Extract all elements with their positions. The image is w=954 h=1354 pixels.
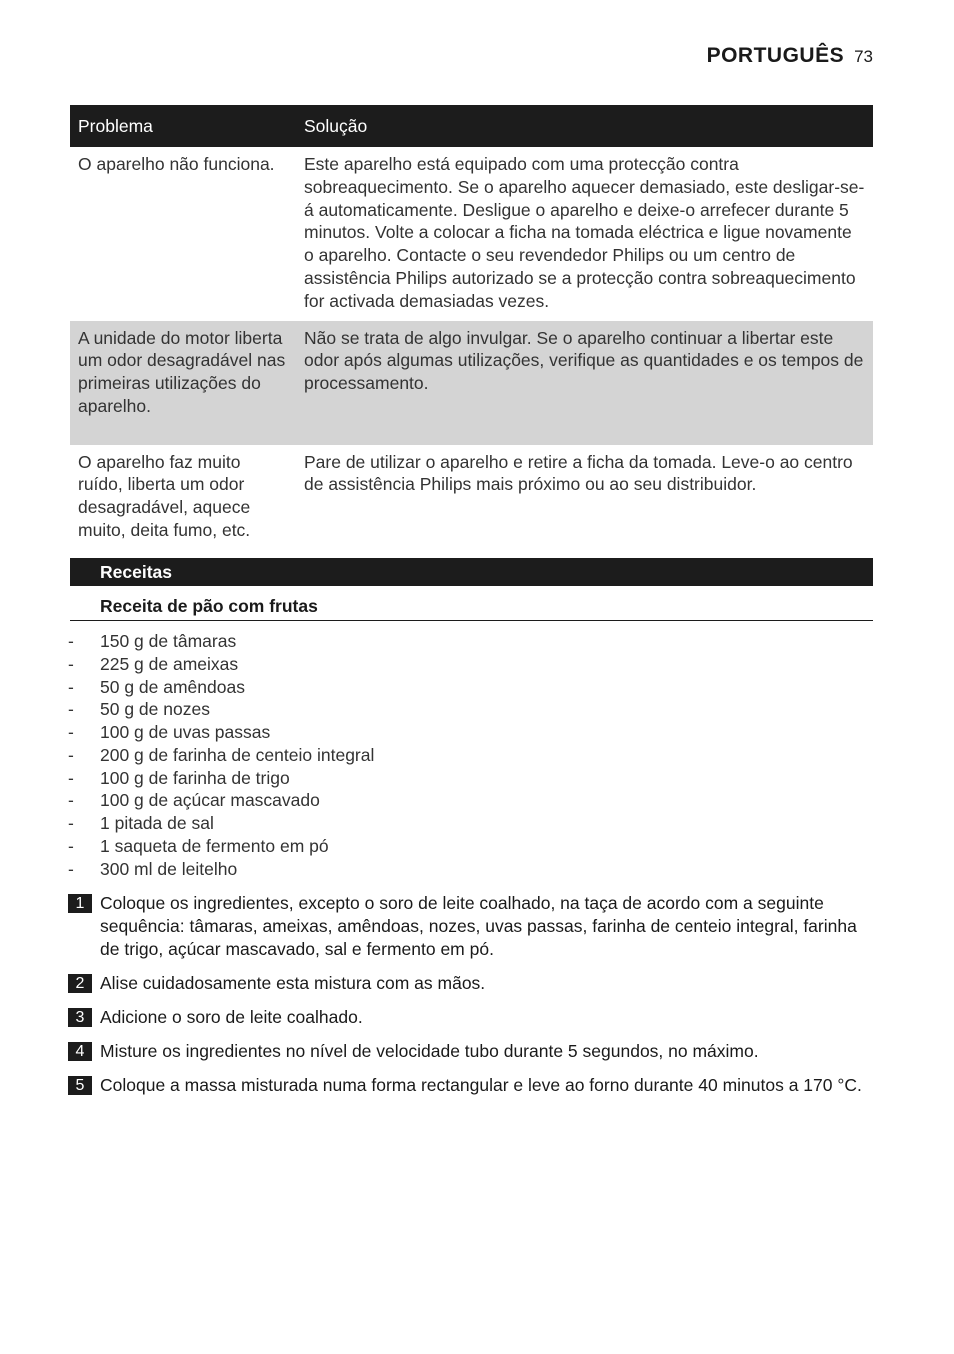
bullet-dash: - xyxy=(68,722,74,742)
step-list xyxy=(68,892,874,1108)
ingredient-text: 1 pitada de sal xyxy=(100,813,214,833)
list-item xyxy=(68,892,874,961)
step-number-badge: 4 xyxy=(68,1042,92,1061)
step-text: Coloque a massa misturada numa forma rectangular e leve ao forno durante 40 minutos a 170 °C. xyxy=(100,1075,862,1095)
problem-cell: O aparelho faz muito ruído, liberta um odor desagradável, aquece muito, deita fumo, etc. xyxy=(78,451,251,540)
list-item xyxy=(68,1074,874,1097)
problem-cell: O aparelho não funciona. xyxy=(78,154,275,174)
list-item xyxy=(0,744,374,767)
bullet-dash: - xyxy=(68,631,74,651)
bullet-dash: - xyxy=(68,767,74,788)
table-row xyxy=(70,445,873,550)
bullet-dash: - xyxy=(68,835,74,856)
list-item xyxy=(0,676,374,699)
ingredient-text: 300 ml de leitelho xyxy=(100,858,238,879)
troubleshooting-table xyxy=(70,105,873,550)
list-item xyxy=(0,653,374,676)
list-item xyxy=(0,698,374,721)
bullet-dash: - xyxy=(68,744,74,765)
step-text: Coloque os ingredientes, excepto o soro de leite coalhado, na taça de acordo com a seguinte sequência: tâmaras, ameixas, amêndoas, nozes, uvas passas, farinha de centeio integral, farinha de trigo, açúcar mascavado, sal e fermento em pó. xyxy=(100,893,857,959)
list-item xyxy=(0,767,374,790)
step-text: Misture os ingredientes no nível de velocidade tubo durante 5 segundos, no máximo. xyxy=(100,1041,759,1061)
ingredient-text: 100 g de farinha de trigo xyxy=(100,767,290,788)
solution-cell: Pare de utilizar o aparelho e retire a ficha da tomada. Leve-o ao centro de assistência Philips mais próximo ou ao seu distribuidor. xyxy=(304,451,853,495)
column-header-problem: Problema xyxy=(70,105,296,147)
page-header xyxy=(707,44,873,68)
ingredient-list xyxy=(0,630,374,880)
bullet-dash: - xyxy=(68,813,74,833)
list-item xyxy=(0,812,374,835)
step-text: Adicione o soro de leite coalhado. xyxy=(100,1007,363,1027)
page-number: 73 xyxy=(854,47,873,66)
list-item xyxy=(0,630,374,653)
list-item xyxy=(68,1040,874,1063)
step-number-badge: 3 xyxy=(68,1008,92,1027)
bullet-dash: - xyxy=(68,653,74,674)
section-heading-bar xyxy=(70,558,873,586)
table-row xyxy=(70,147,873,321)
ingredient-text: 100 g de açúcar mascavado xyxy=(100,790,320,811)
recipe-heading xyxy=(70,594,873,621)
list-item xyxy=(68,1006,874,1029)
ingredient-text: 200 g de farinha de centeio integral xyxy=(100,744,375,765)
table-header-row xyxy=(70,105,873,147)
column-header-solution: Solução xyxy=(296,105,873,147)
ingredient-text: 50 g de nozes xyxy=(100,699,210,720)
list-item xyxy=(0,858,374,881)
solution-cell: Não se trata de algo invulgar. Se o aparelho continuar a libertar este odor após algumas utilizações, verifique as quantidades e os tempos de processamento. xyxy=(296,321,873,445)
bullet-dash: - xyxy=(68,699,74,720)
list-item xyxy=(0,721,374,744)
bullet-dash: - xyxy=(68,790,74,811)
section-title: Receitas xyxy=(100,562,172,582)
language-label: PORTUGUÊS xyxy=(706,44,845,67)
solution-cell: Este aparelho está equipado com uma protecção contra sobreaquecimento. Se o aparelho aquecer demasiado, este desligar-se-á automaticamente. Desligue o aparelho e deixe-o arrefecer durante 5 minutos. Volte a colocar a ficha na tomada eléctrica e ligue novamente o aparelho. Contacte o seu revendedor Philips ou um centro de assistência Philips autorizado se a protecção contra sobreaquecimento for activada demasiadas vezes. xyxy=(304,154,865,311)
step-text: Alise cuidadosamente esta mistura com as mãos. xyxy=(100,973,486,993)
step-number-badge: 2 xyxy=(68,974,92,993)
ingredient-text: 50 g de amêndoas xyxy=(100,676,245,697)
list-item xyxy=(0,835,374,858)
problem-cell: A unidade do motor liberta um odor desagradável nas primeiras utilizações do aparelho. xyxy=(70,321,296,445)
recipe-title: Receita de pão com frutas xyxy=(100,596,318,616)
list-item xyxy=(68,972,874,995)
table-row xyxy=(70,321,873,445)
ingredient-text: 150 g de tâmaras xyxy=(100,631,237,651)
list-item xyxy=(0,789,374,812)
ingredient-text: 1 saqueta de fermento em pó xyxy=(100,835,329,856)
step-number-badge: 5 xyxy=(68,1076,92,1095)
bullet-dash: - xyxy=(68,676,74,697)
ingredient-text: 225 g de ameixas xyxy=(100,653,239,674)
step-number-badge: 1 xyxy=(68,894,92,913)
bullet-dash: - xyxy=(68,858,74,879)
ingredient-text: 100 g de uvas passas xyxy=(100,722,271,742)
